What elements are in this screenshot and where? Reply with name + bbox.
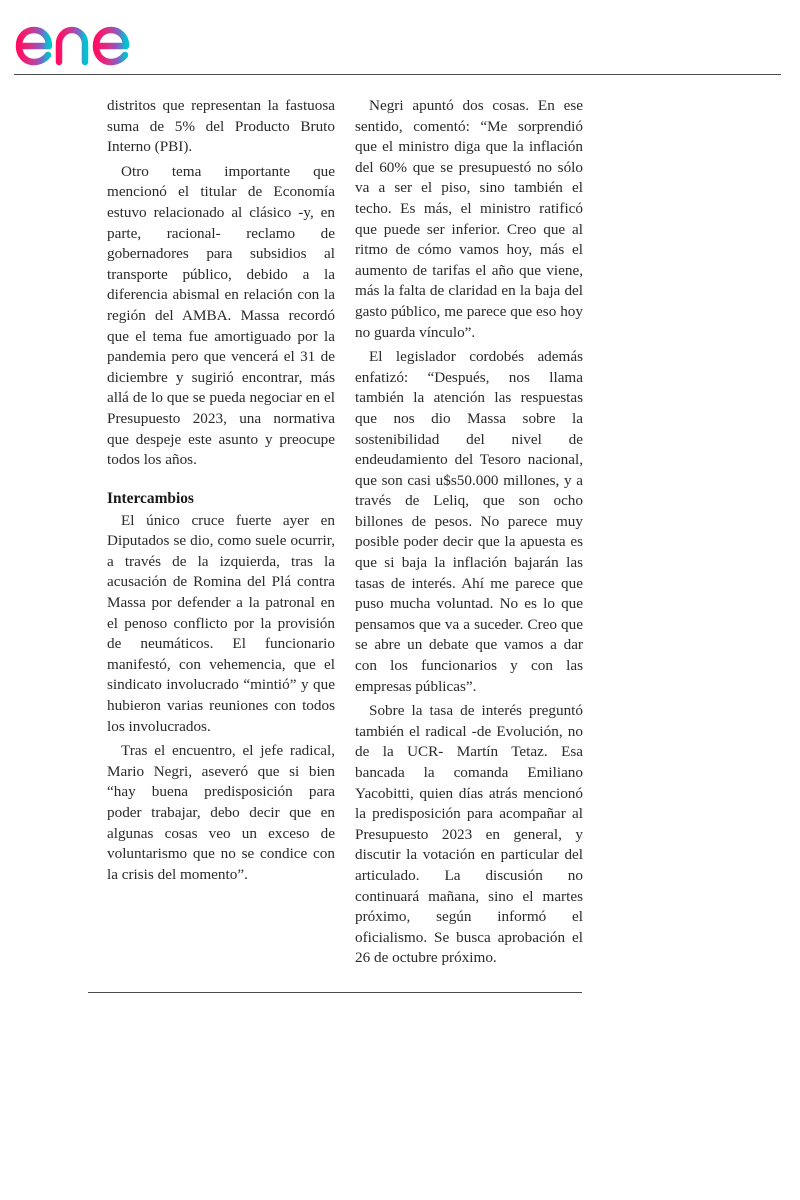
header-rule <box>14 74 781 75</box>
section-heading: Intercambios <box>107 489 194 507</box>
footer-rule <box>88 992 582 993</box>
paragraph: Tras el encuentro, el jefe radical, Mario Negri, aseveró que si bien “hay buena predisposición para poder trabajar, debo decir que en algunas cosas veo un exceso de voluntarismo que no se condice con la crisis del momento”. <box>107 742 335 883</box>
article-column-right <box>355 96 583 969</box>
paragraph: El único cruce fuerte ayer en Diputados se dio, como suele ocurrir, a través de la izquierda, tras la acusación de Romina del Plá contra Massa por defender a la patronal en el penoso conflicto por la provisión de neumáticos. El funcionario manifestó, con vehemencia, que el sindicato involucrado “mintió” y que hubieron varias reuniones con todos los involucrados. <box>107 511 335 735</box>
article-column-left <box>107 96 335 885</box>
paragraph: Sobre la tasa de interés preguntó también el radical -de Evolución, no de la UCR- Martín Tetaz. Esa bancada la comanda Emiliano Yacobitti, quien días atrás mencionó la predisposición para acompañar al Presupuesto 2023 en general, y discutir la votación en particular del articulado. La discusión no continuará mañana, sino el martes próximo, según informó el oficialismo. Se busca aprobación el 26 de octubre próximo. <box>355 702 583 967</box>
paragraph: El legislador cordobés además enfatizó: “Después, nos llama también la atención las respuestas que nos dio Massa sobre la sostenibilidad del nivel de endeudamiento del Tesoro nacional, que son casi u$s50.000 millones, y a través de Leliq, que son ocho billones de pesos. No parece muy posible poder decir que la apuesta es que si baja la inflación bajarán las tasas de interés. Ahí me parece que puso mucha voluntad. No es lo que pensamos que va a suceder. Creo que se abre un debate que vamos a dar con los funcionarios y con las empresas públicas”. <box>355 348 583 695</box>
paragraph: Negri apuntó dos cosas. En ese sentido, comentó: “Me sorprendió que el ministro diga que la inflación del 60% que se presupuestó no sólo va a ser el piso, sino también el techo. Es más, el ministro ratificó que puede ser inferior. Creo que al ritmo de cómo vamos hoy, más el aumento de tarifas el año que viene, más la falta de claridad en la baja del gasto público, me parece que eso hoy no guarda vínculo”. <box>355 97 583 341</box>
paragraph: distritos que representan la fastuosa suma de 5% del Producto Bruto Interno (PBI). <box>107 97 335 156</box>
enel-logo <box>14 6 174 70</box>
paragraph: Otro tema importante que mencionó el titular de Economía estuvo relacionado al clásico -y, en parte, racional- reclamo de gobernadores para subsidios al transporte público, debido a la diferencia abismal en relación con la región del AMBA. Massa recordó que el tema fue amortiguado por la pandemia pero que vencerá el 31 de diciembre y sugirió encontrar, más allá de lo que se pueda negociar en el Presupuesto 2023, una normativa que despeje este asunto y preocupe todos los años. <box>107 162 335 469</box>
